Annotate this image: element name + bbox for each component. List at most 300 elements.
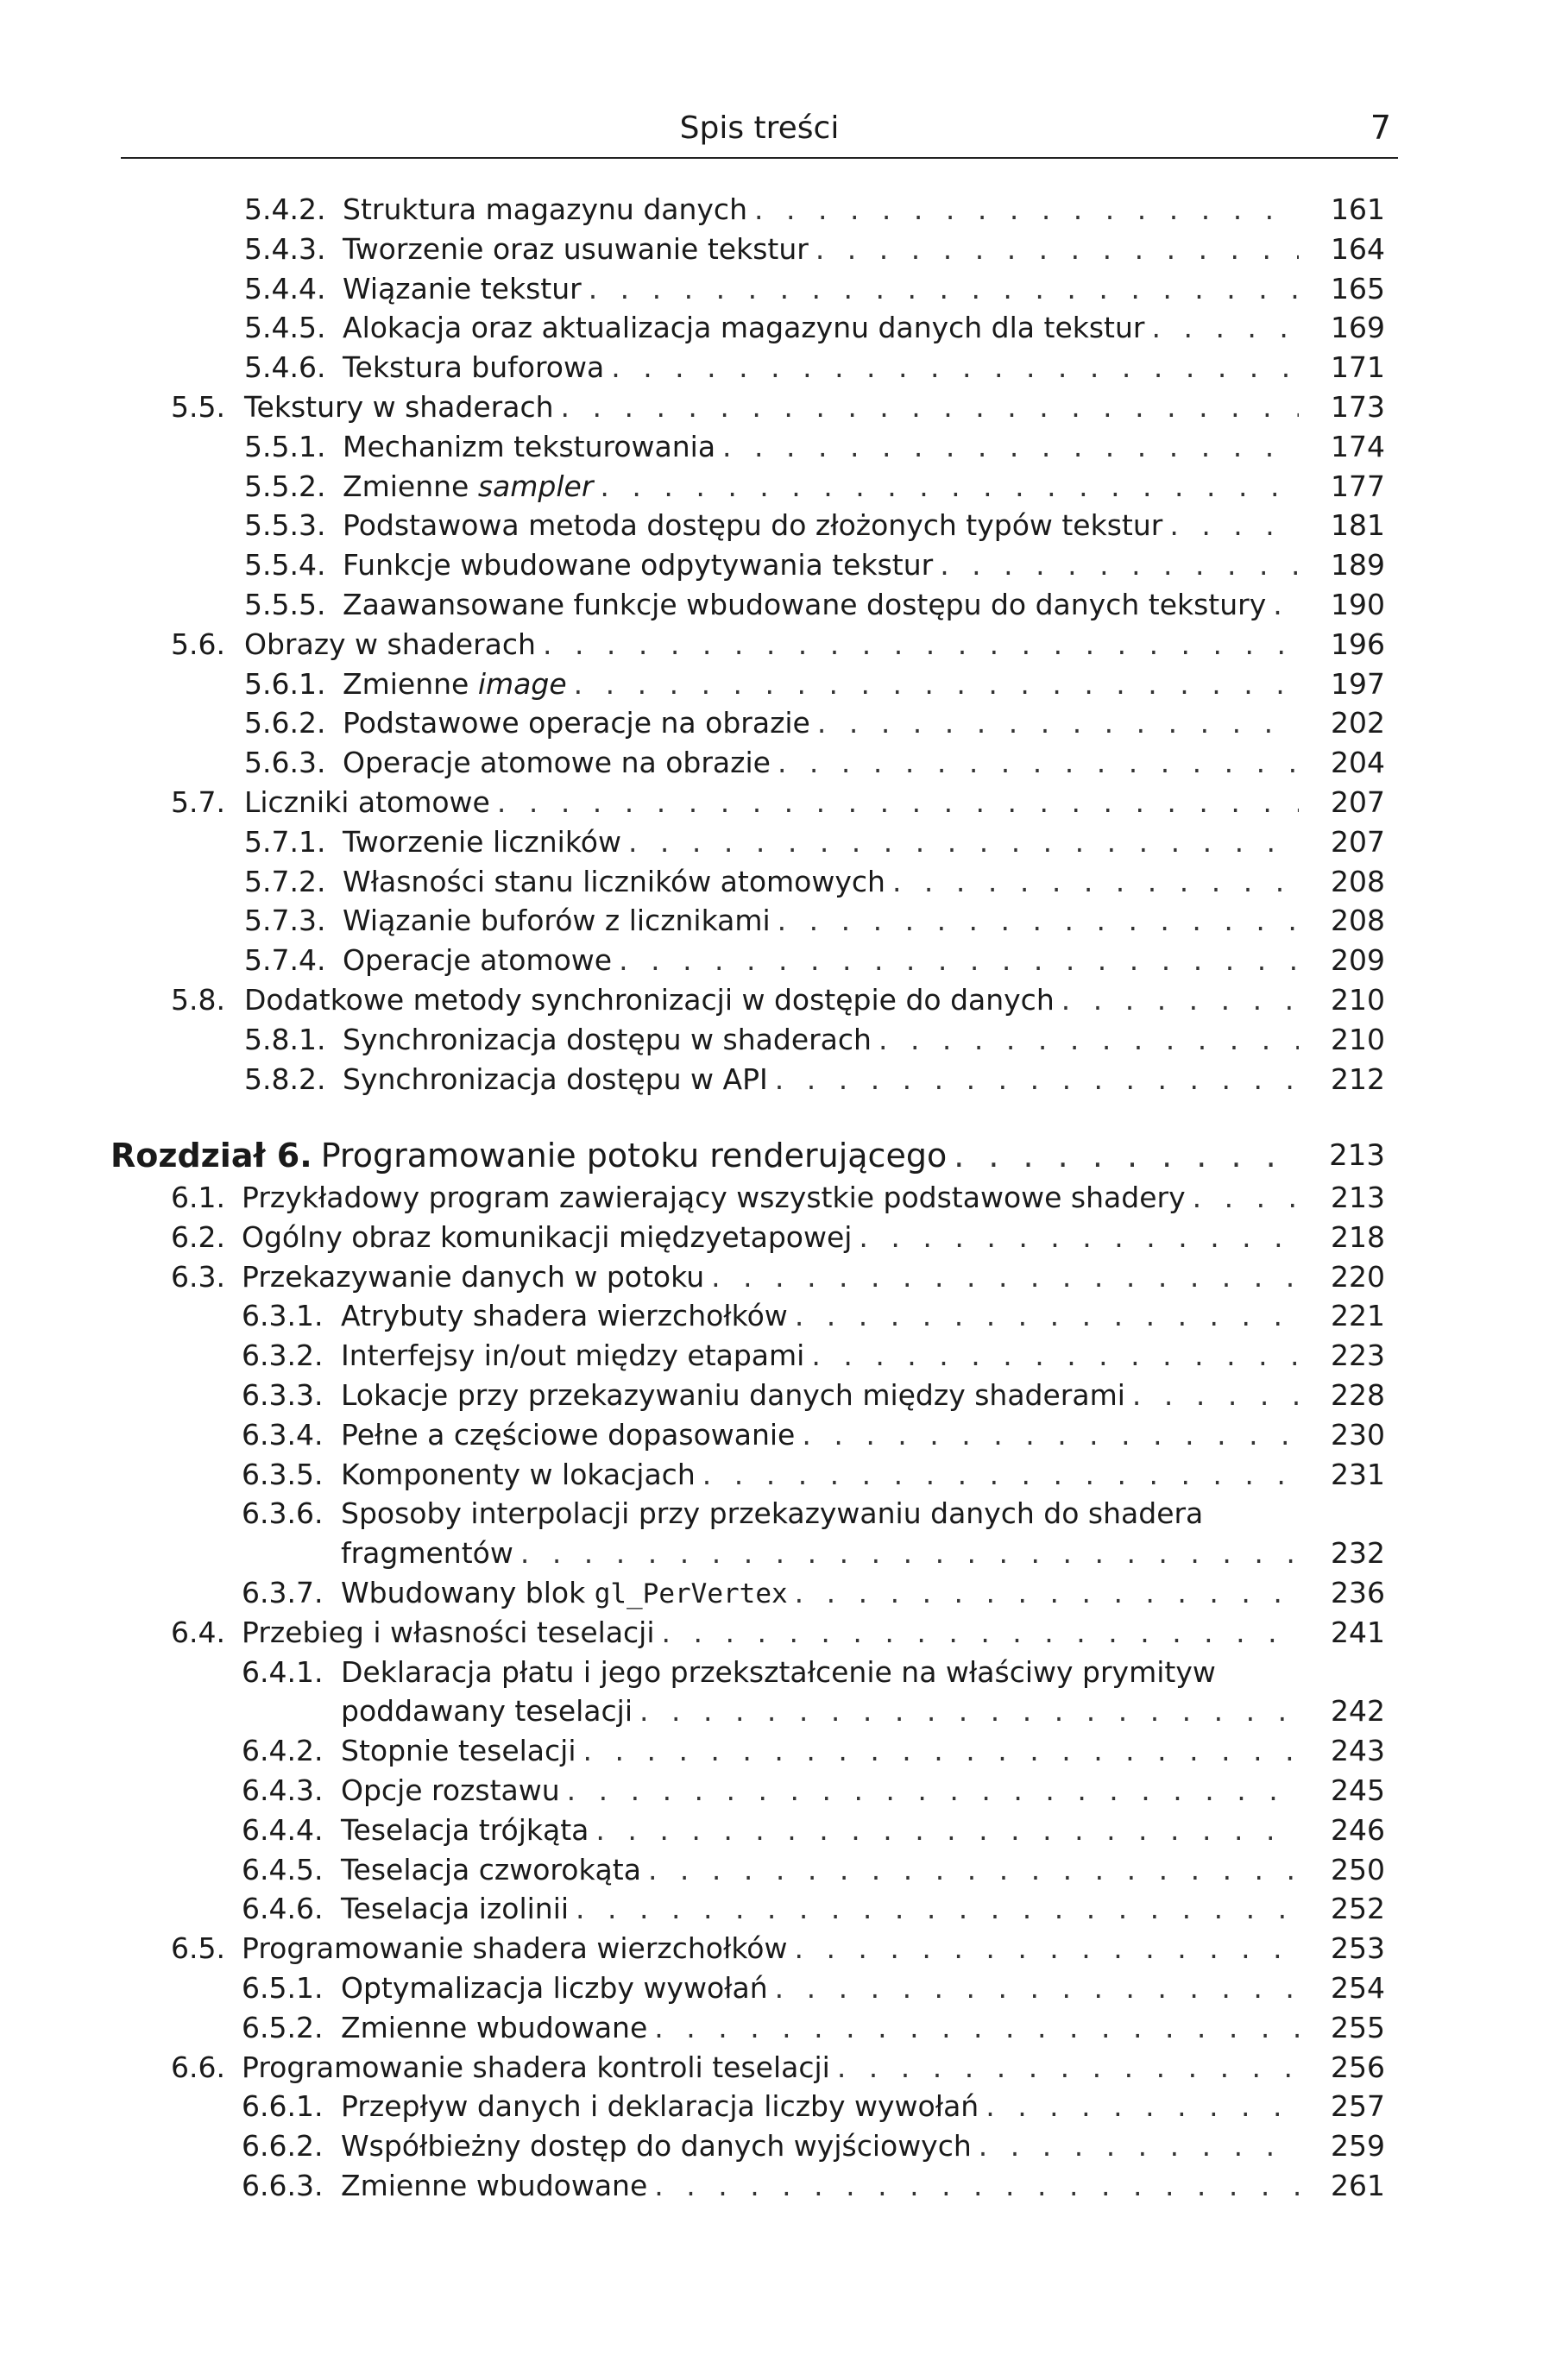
dot-leader: [600, 467, 1299, 507]
section-title: Zmienne wbudowane: [341, 2010, 648, 2044]
chapter-label: Rozdział 6.: [110, 1137, 312, 1175]
entry-leader: [341, 1850, 1299, 1890]
entry-leader: [343, 862, 1299, 902]
entry-leader: [341, 2166, 1299, 2206]
toc-entry[interactable]: [0, 1218, 1568, 1257]
page-ref: 210: [1331, 983, 1385, 1017]
page-ref: 161: [1331, 192, 1385, 226]
dot-leader: [619, 941, 1299, 980]
dot-leader: [878, 1020, 1299, 1060]
section-number: 5.5.: [171, 390, 225, 424]
section-number: 6.5.: [171, 1931, 225, 1966]
toc-entry[interactable]: [0, 387, 1568, 427]
section-title: Operacje atomowe: [343, 943, 613, 978]
toc-entry-line1: [0, 1494, 1568, 1534]
dot-leader: [795, 1573, 1299, 1613]
entry-leader: [343, 665, 1299, 704]
dot-leader: [648, 1850, 1299, 1890]
section-title: Funkcje wbudowane odpytywania tekstur: [343, 548, 934, 583]
entry-leader: [343, 269, 1299, 309]
section-number: 6.4.3.: [242, 1773, 324, 1807]
entry-leader: [244, 980, 1299, 1020]
page-ref: 220: [1331, 1259, 1385, 1294]
page-ref: 230: [1331, 1417, 1385, 1452]
toc-entry[interactable]: [0, 1811, 1568, 1850]
page-ref: 208: [1331, 864, 1385, 898]
toc-entry[interactable]: [0, 862, 1568, 902]
page-ref: 171: [1331, 350, 1385, 385]
dot-leader: [778, 743, 1299, 783]
entry-leader: [341, 1455, 1299, 1495]
dot-leader: [576, 1889, 1299, 1929]
toc-entry-line1: [0, 1653, 1568, 1692]
toc-entry[interactable]: [0, 1178, 1568, 1218]
page-ref: 173: [1331, 390, 1385, 424]
toc-entry[interactable]: [0, 743, 1568, 783]
section-title: poddawany teselacji: [341, 1694, 633, 1729]
section-title: Zmienne wbudowane: [341, 2169, 648, 2202]
section-title-line1: Sposoby interpolacji przy przekazywaniu danych do shadera: [341, 1496, 1204, 1531]
entry-leader: [242, 1929, 1299, 1968]
toc-entry[interactable]: [0, 1336, 1568, 1376]
toc-entry[interactable]: [0, 625, 1568, 665]
section-title: Atrybuty shadera wierzchołków: [341, 1299, 788, 1333]
page-ref: 164: [1331, 231, 1385, 266]
section-title: Mechanizm teksturowania: [343, 429, 716, 463]
dot-leader: [628, 822, 1299, 862]
section-title: Przykładowy program zawierający wszystkie podstawowe shadery: [242, 1181, 1186, 1214]
dot-leader: [654, 2166, 1299, 2206]
entry-leader: [343, 703, 1299, 743]
entry-leader: [343, 230, 1299, 269]
chapter-heading[interactable]: [0, 1132, 1568, 1179]
toc-entry[interactable]: [0, 585, 1568, 625]
entry-leader: [244, 783, 1299, 822]
section-number: 6.4.4.: [242, 1812, 324, 1847]
toc-entry[interactable]: [0, 1771, 1568, 1811]
dot-leader: [662, 1613, 1299, 1653]
toc-entry[interactable]: [0, 506, 1568, 545]
section-title: Podstawowa metoda dostępu do złożonych typów tekstur: [343, 508, 1163, 543]
dot-leader: [595, 1811, 1299, 1850]
section-title: fragmentów: [341, 1536, 513, 1571]
section-title: Struktura magazynu danych: [343, 192, 747, 226]
dot-leader: [795, 1296, 1299, 1336]
page-ref: 213: [1329, 1138, 1385, 1173]
toc-entry[interactable]: [0, 980, 1568, 1020]
section-title: Synchronizacja dostępu w shaderach: [343, 1022, 872, 1056]
dot-leader: [954, 1132, 1299, 1179]
page-ref: 228: [1331, 1378, 1385, 1412]
section-number: 6.3.6.: [242, 1496, 324, 1531]
section-title: Opcje rozstawu: [341, 1773, 560, 1807]
entry-leader: [343, 190, 1299, 230]
entry-leader: [244, 625, 1299, 665]
page-ref: 212: [1331, 1061, 1385, 1096]
section-title: Przepływ danych i deklaracja liczby wywołań: [341, 2089, 979, 2124]
section-number: 6.3.: [171, 1259, 225, 1294]
section-number: 6.6.: [171, 2050, 225, 2084]
dot-leader: [815, 230, 1299, 269]
title-code: gl_PerVertex: [594, 1578, 788, 1609]
page-ref: 208: [1331, 904, 1385, 938]
entry-leader: [343, 467, 1299, 507]
page-ref: 213: [1331, 1181, 1385, 1214]
section-title: [343, 665, 567, 704]
toc-entry[interactable]: [0, 1376, 1568, 1415]
title-text: Wbudowany blok: [341, 1576, 595, 1609]
title-italic: image: [477, 666, 567, 701]
section-number: 6.4.: [171, 1615, 225, 1649]
entry-leader: [343, 1060, 1299, 1099]
toc-entry[interactable]: [0, 427, 1568, 467]
section-title: Teselacja trójkąta: [341, 1812, 589, 1847]
entry-leader: [242, 1218, 1299, 1257]
dot-leader: [611, 348, 1299, 387]
toc-entry[interactable]: [0, 822, 1568, 862]
title-text: Zmienne: [343, 666, 478, 701]
section-number: 5.8.2.: [244, 1061, 326, 1096]
dot-leader: [567, 1771, 1299, 1811]
page-ref: 190: [1331, 588, 1385, 621]
section-title: Programowanie shadera wierzchołków: [242, 1931, 788, 1966]
toc-entry[interactable]: [0, 1929, 1568, 1968]
page-ref: 196: [1331, 627, 1385, 661]
entry-leader: [341, 2087, 1299, 2126]
toc-entry[interactable]: [0, 308, 1568, 348]
dot-leader: [794, 1929, 1299, 1968]
section-number: 5.4.6.: [244, 350, 326, 385]
section-number: 6.4.6.: [242, 1892, 324, 1926]
section-number: 6.3.3.: [242, 1378, 324, 1412]
dot-leader: [520, 1534, 1299, 1573]
section-number: 5.5.1.: [244, 429, 326, 463]
page-ref: 207: [1331, 824, 1385, 859]
dot-leader: [711, 1257, 1299, 1297]
toc-entry[interactable]: [0, 783, 1568, 822]
dot-leader: [574, 665, 1299, 704]
section-number: 6.3.7.: [242, 1576, 324, 1609]
toc-entry[interactable]: [0, 1257, 1568, 1297]
section-number: 6.6.3.: [242, 2169, 324, 2202]
toc-entry[interactable]: [0, 1968, 1568, 2008]
toc-entry[interactable]: [0, 2048, 1568, 2088]
dot-leader: [754, 190, 1299, 230]
toc-entry[interactable]: [0, 1415, 1568, 1455]
page-ref: 202: [1331, 706, 1385, 740]
toc-entry[interactable]: [0, 1573, 1568, 1613]
page-ref: 177: [1331, 469, 1385, 503]
toc-entry[interactable]: [0, 901, 1568, 941]
section-title: Własności stanu liczników atomowych: [343, 864, 885, 898]
page-ref: 209: [1331, 943, 1385, 978]
section-title: Podstawowe operacje na obrazie: [343, 706, 810, 740]
page-ref: 256: [1331, 2050, 1385, 2084]
section-number: 5.7.1.: [244, 824, 326, 859]
entry-leader: [343, 1020, 1299, 1060]
entry-leader: [341, 1534, 1299, 1573]
section-title: Przekazywanie danych w potoku: [242, 1259, 705, 1294]
section-number: 5.5.3.: [244, 508, 326, 543]
toc-entry[interactable]: [0, 1534, 1568, 1573]
section-title: Zaawansowane funkcje wbudowane dostępu do danych tekstury: [343, 588, 1267, 621]
section-number: 5.5.2.: [244, 469, 326, 503]
section-title: Liczniki atomowe: [244, 785, 490, 819]
entry-leader: [341, 1573, 1299, 1614]
entry-leader: [343, 901, 1299, 941]
dot-leader: [817, 703, 1299, 743]
entry-leader: [341, 1376, 1299, 1415]
dot-leader: [639, 1691, 1299, 1731]
section-number: 5.6.1.: [244, 666, 326, 701]
page-ref: 261: [1331, 2169, 1385, 2202]
section-title: Teselacja izolinii: [341, 1892, 570, 1926]
dot-leader: [837, 2048, 1299, 2088]
dot-leader: [979, 2126, 1299, 2166]
dot-leader: [1132, 1376, 1299, 1415]
entry-leader: [242, 1257, 1299, 1297]
page-ref: 245: [1331, 1773, 1385, 1807]
toc-entry[interactable]: [0, 1613, 1568, 1653]
section-number: 5.8.: [171, 983, 225, 1017]
page-number: 7: [1370, 109, 1391, 147]
dot-leader: [811, 1336, 1299, 1376]
page-ref: 257: [1331, 2089, 1385, 2124]
dot-leader: [589, 269, 1299, 309]
section-number: 6.3.4.: [242, 1417, 324, 1452]
entry-leader: [242, 1178, 1299, 1218]
page-ref: 231: [1331, 1457, 1385, 1491]
section-title: [343, 467, 593, 507]
entry-leader: [343, 348, 1299, 387]
page-header: [121, 104, 1398, 159]
section-number: 5.7.4.: [244, 943, 326, 978]
section-title: Tekstury w shaderach: [244, 390, 554, 424]
section-title: Ogólny obraz komunikacji międzyetapowej: [242, 1219, 853, 1254]
entry-leader: [341, 1731, 1299, 1771]
dot-leader: [497, 783, 1299, 822]
section-title: Pełne a częściowe dopasowanie: [341, 1417, 796, 1452]
toc-entry[interactable]: [0, 2008, 1568, 2048]
dot-leader: [775, 1060, 1299, 1099]
dot-leader: [859, 1218, 1299, 1257]
running-title: Spis treści: [679, 110, 840, 146]
section-title: Tekstura buforowa: [343, 350, 605, 385]
entry-leader: [341, 1415, 1299, 1455]
dot-leader: [1169, 506, 1299, 545]
section-title: Operacje atomowe na obrazie: [343, 746, 771, 780]
page-ref: 259: [1331, 2129, 1385, 2164]
section-title: Interfejsy in/out między etapami: [341, 1338, 805, 1373]
page-ref: 169: [1331, 311, 1385, 345]
section-title: Obrazy w shaderach: [244, 627, 536, 661]
entry-leader: [244, 387, 1299, 427]
dot-leader: [802, 1415, 1299, 1455]
toc-entry[interactable]: [0, 1731, 1568, 1771]
entry-leader: [343, 308, 1299, 348]
toc-entry[interactable]: [0, 2126, 1568, 2166]
section-title: Współbieżny dostęp do danych wyjściowych: [341, 2129, 972, 2164]
entry-leader: [341, 1889, 1299, 1929]
entry-leader: [341, 2126, 1299, 2166]
entry-leader: [341, 1811, 1299, 1850]
section-number: 6.3.1.: [242, 1299, 324, 1333]
dot-leader: [1151, 308, 1299, 348]
section-number: 5.6.2.: [244, 706, 326, 740]
dot-leader: [940, 545, 1299, 585]
toc-entry[interactable]: [0, 665, 1568, 704]
section-title: [341, 1573, 788, 1614]
chapter-title: Programowanie potoku renderującego: [320, 1137, 948, 1175]
toc-entry[interactable]: [0, 941, 1568, 980]
section-title: Tworzenie oraz usuwanie tekstur: [343, 231, 809, 266]
page-ref: 210: [1331, 1022, 1385, 1056]
page-ref: 255: [1331, 2010, 1385, 2044]
page-ref: 223: [1331, 1338, 1385, 1373]
dot-leader: [561, 387, 1299, 427]
page-ref: 204: [1331, 746, 1385, 780]
section-number: 6.1.: [171, 1181, 225, 1214]
entry-leader: [343, 941, 1299, 980]
page-ref: 252: [1331, 1892, 1385, 1926]
toc-entry[interactable]: [0, 1850, 1568, 1890]
page-ref: 254: [1331, 1971, 1385, 2005]
toc-entry[interactable]: [0, 545, 1568, 585]
entry-leader: [341, 1691, 1299, 1731]
section-title: Synchronizacja dostępu w API: [343, 1061, 768, 1096]
entry-leader: [110, 1132, 1299, 1179]
page-ref: 243: [1331, 1734, 1385, 1768]
section-number: 6.5.1.: [242, 1971, 324, 2005]
section-title: Przebieg i własności teselacji: [242, 1615, 655, 1649]
title-text: Zmienne: [343, 469, 478, 503]
section-number: 6.4.5.: [242, 1852, 324, 1886]
entry-leader: [341, 1336, 1299, 1376]
section-title: Optymalizacja liczby wywołań: [341, 1971, 768, 2005]
section-number: 5.7.: [171, 785, 225, 819]
section-number: 6.4.1.: [242, 1654, 324, 1689]
toc-entry[interactable]: [0, 1060, 1568, 1099]
entry-leader: [341, 2008, 1299, 2048]
toc-entry[interactable]: [0, 703, 1568, 743]
section-number: 5.4.2.: [244, 192, 326, 226]
section-number: 6.6.2.: [242, 2129, 324, 2164]
page-ref: 241: [1331, 1615, 1385, 1649]
section-title: Stopnie teselacji: [341, 1734, 576, 1768]
dot-leader: [702, 1455, 1299, 1495]
page-ref: 246: [1331, 1812, 1385, 1847]
section-title: Wiązanie buforów z licznikami: [343, 904, 771, 938]
toc-entry[interactable]: [0, 2087, 1568, 2126]
section-title-line1: Deklaracja płatu i jego przekształcenie na właściwy prymityw: [341, 1654, 1216, 1689]
section-title: Komponenty w lokacjach: [341, 1457, 696, 1491]
section-number: 5.7.3.: [244, 904, 326, 938]
toc-entry[interactable]: [0, 190, 1568, 230]
page-ref: 189: [1331, 548, 1385, 583]
entry-leader: [343, 506, 1299, 545]
section-number: 5.6.3.: [244, 746, 326, 780]
entry-leader: [341, 1771, 1299, 1811]
toc-entry[interactable]: [0, 467, 1568, 507]
section-number: 5.8.1.: [244, 1022, 326, 1056]
page-ref: 221: [1331, 1299, 1385, 1333]
toc-entry[interactable]: [0, 1691, 1568, 1731]
page-ref: 232: [1331, 1536, 1385, 1571]
toc-entry[interactable]: [0, 1020, 1568, 1060]
page-ref: 242: [1331, 1694, 1385, 1729]
page-ref: 197: [1331, 666, 1385, 701]
dot-leader: [986, 2087, 1299, 2126]
page-ref: 250: [1331, 1852, 1385, 1886]
page-ref: 218: [1331, 1219, 1385, 1254]
section-number: 5.5.5.: [244, 588, 326, 621]
entry-leader: [343, 427, 1299, 467]
section-number: 5.6.: [171, 627, 225, 661]
entry-leader: [242, 1613, 1299, 1653]
dot-leader: [1061, 980, 1299, 1020]
section-title: Alokacja oraz aktualizacja magazynu danych dla tekstur: [343, 311, 1145, 345]
section-title: Dodatkowe metody synchronizacji w dostępie do danych: [244, 983, 1055, 1017]
entry-leader: [343, 822, 1299, 862]
section-number: 5.5.4.: [244, 548, 326, 583]
section-number: 6.5.2.: [242, 2010, 324, 2044]
toc-entry[interactable]: [0, 348, 1568, 387]
entry-leader: [343, 545, 1299, 585]
entry-leader: [341, 1968, 1299, 2008]
section-number: 6.3.2.: [242, 1338, 324, 1373]
toc-entry[interactable]: [0, 230, 1568, 269]
section-title: Teselacja czworokąta: [341, 1852, 641, 1886]
entry-leader: [242, 2048, 1299, 2088]
section-number: 6.4.2.: [242, 1734, 324, 1768]
dot-leader: [778, 901, 1299, 941]
page-ref: 236: [1331, 1576, 1385, 1609]
section-title: Wiązanie tekstur: [343, 271, 582, 305]
dot-leader: [543, 625, 1299, 665]
title-italic: sampler: [477, 469, 594, 503]
dot-leader: [722, 427, 1299, 467]
section-number: 6.2.: [171, 1219, 225, 1254]
dot-leader: [1193, 1178, 1299, 1218]
toc-entry[interactable]: [0, 1296, 1568, 1336]
dot-leader: [1273, 585, 1299, 625]
entry-leader: [341, 1296, 1299, 1336]
toc-entry[interactable]: [0, 269, 1568, 309]
toc-entry[interactable]: [0, 2166, 1568, 2206]
dot-leader: [583, 1731, 1299, 1771]
section-number: 6.3.5.: [242, 1457, 324, 1491]
section-title: Lokacje przy przekazywaniu danych między shaderami: [341, 1378, 1125, 1412]
section-number: 5.4.4.: [244, 271, 326, 305]
page-ref: 181: [1331, 508, 1385, 543]
section-number: 6.6.1.: [242, 2089, 324, 2124]
toc-entry[interactable]: [0, 1455, 1568, 1495]
dot-leader: [892, 862, 1299, 902]
page-ref: 174: [1331, 429, 1385, 463]
page-ref: 207: [1331, 785, 1385, 819]
page-ref: 165: [1331, 271, 1385, 305]
toc-entry[interactable]: [0, 1889, 1568, 1929]
section-title: Programowanie shadera kontroli teselacji: [242, 2050, 830, 2084]
page-ref: 253: [1331, 1931, 1385, 1966]
entry-leader: [343, 743, 1299, 783]
entry-leader: [343, 585, 1299, 625]
section-number: 5.7.2.: [244, 864, 326, 898]
section-number: 5.4.5.: [244, 311, 326, 345]
dot-leader: [775, 1968, 1299, 2008]
section-title: Tworzenie liczników: [343, 824, 621, 859]
dot-leader: [654, 2008, 1299, 2048]
